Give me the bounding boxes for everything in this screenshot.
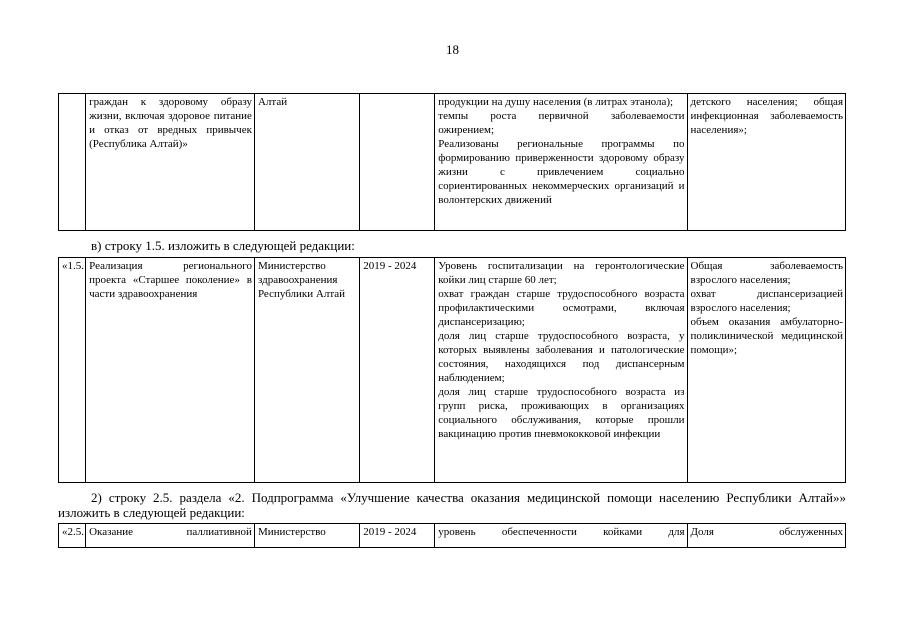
table-row (59, 94, 846, 231)
table-row-1-5 (58, 257, 846, 483)
cell-indicators (435, 94, 687, 231)
paragraph-instruction-2: 2) строку 2.5. раздела «2. Подпрограмма «Улучшение качества оказания медицинской помощи населению Республики Алтай»» изложить в следующей редакции: (58, 490, 846, 520)
paragraph-instruction-v: в) строку 1.5. изложить в следующей редакции: (91, 238, 355, 253)
cell-results: детского населения; общая инфекционная заболеваемость населения»; (687, 94, 845, 231)
cell-number: «1.5. (59, 258, 86, 483)
result-line: объем оказания амбулаторно-поликлинической медицинской помощи»; (690, 316, 843, 356)
indicator-line: охват граждан старше трудоспособного возраста профилактическими осмотрами, включая диспансеризацию; (438, 288, 685, 328)
cell-event-name: Оказание паллиативной (86, 524, 255, 548)
cell-indicators (435, 258, 687, 483)
indicator-line: доля лиц старше трудоспособного возраста, у которых выявлены заболевания и патологические состояния, находящихся под диспансерным наблюдением; (438, 330, 685, 384)
table-row (59, 258, 846, 483)
cell-number: «2.5. (59, 524, 86, 548)
indicator-line: темпы роста первичной заболеваемости ожирением; (438, 110, 685, 136)
cell-executor: Министерство здравоохранения Республики Алтай (254, 258, 359, 483)
page-number: 18 (446, 42, 459, 57)
cell-results (687, 258, 845, 483)
table-row-2-5 (58, 523, 846, 548)
cell-executor: Алтай (254, 94, 359, 231)
cell-period: 2019 - 2024 (360, 258, 435, 483)
indicator-line: Реализованы региональные программы по формированию приверженности здоровому образу жизни с привлечением социально сориентированных некоммерческих организаций и волонтерских движений (438, 138, 685, 206)
table-row (59, 524, 846, 548)
cell-period: 2019 - 2024 (360, 524, 435, 548)
indicator-line: Уровень госпитализации на геронтологические койки лиц старше 60 лет; (438, 260, 685, 286)
cell-event-name: Реализация регионального проекта «Старшее поколение» в части здравоохранения (86, 258, 255, 483)
cell-results: Доля обслуженных (687, 524, 845, 548)
cell-event-name: граждан к здоровому образу жизни, включая здоровое питание и отказ от вредных привычек (Республика Алтай)» (86, 94, 255, 231)
cell-executor: Министерство (254, 524, 359, 548)
cell-period (360, 94, 435, 231)
result-line: охват диспансеризацией взрослого населения; (690, 288, 843, 314)
table-continuation (58, 93, 846, 231)
cell-number (59, 94, 86, 231)
cell-indicators: уровень обеспеченности койками для (435, 524, 687, 548)
result-line: Общая заболеваемость взрослого населения; (690, 260, 843, 286)
indicator-line: продукции на душу населения (в литрах этанола); (438, 96, 674, 108)
indicator-line: доля лиц старше трудоспособного возраста из групп риска, проживающих в организациях социального обслуживания, которые прошли вакцинацию против пневмококковой инфекции (438, 386, 685, 440)
